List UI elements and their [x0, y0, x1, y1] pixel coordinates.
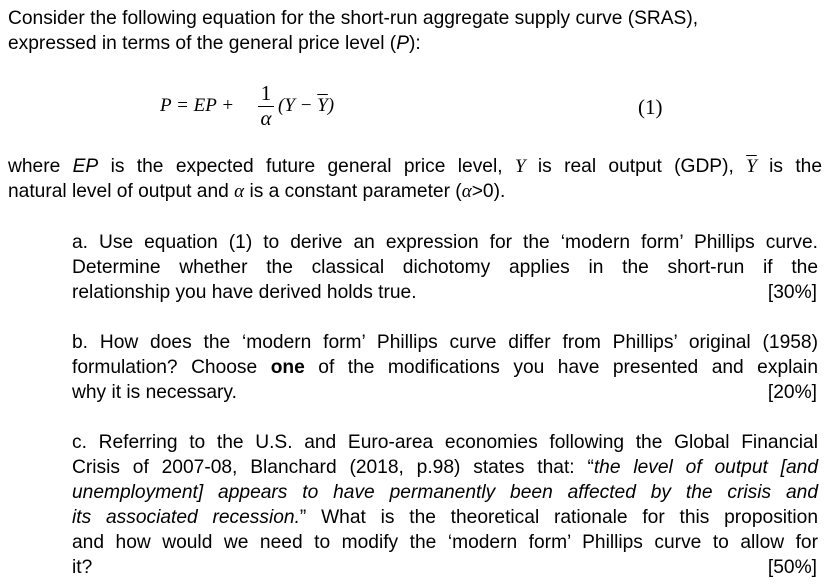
equation-rhs: $(Y - \overline{Y})$	[278, 95, 335, 116]
question-c-line-3: unemployment] appears to have permanently been affected by the crisis and	[72, 482, 818, 503]
question-c-line-5: and how would we need to modify the ‘modern form’ Phillips curve to allow for	[72, 532, 818, 553]
question-c-line-2: Crisis of 2007-08, Blanchard (2018, p.98) states that: “the level of output [and	[72, 457, 819, 478]
question-b-line-2: formulation? Choose one of the modifications you have presented and explain	[72, 357, 818, 378]
fraction-numerator: 1	[260, 81, 272, 105]
question-c-mark: [50%]	[767, 557, 817, 578]
equation-fraction	[258, 82, 274, 129]
question-a-line-1: a. Use equation (1) to derive an expression for the ‘modern form’ Phillips curve.	[72, 232, 818, 253]
question-c-line-4: its associated recession.” What is the theoretical rationale for this proposition	[72, 507, 818, 528]
where-line-2: natural level of output and α is a constant parameter (α>0).	[8, 181, 506, 202]
question-c-line-6: it?	[72, 557, 93, 578]
intro-line-2: expressed in terms of the general price level (P):	[8, 33, 421, 54]
fraction-denominator: α	[260, 106, 272, 130]
equation-number: (1)	[638, 95, 663, 119]
question-b-line-3: why it is necessary.	[72, 382, 237, 403]
question-c-line-1: c. Referring to the U.S. and Euro-area economies following the Global Financial	[72, 432, 818, 453]
equation-lhs: P = EP +	[160, 95, 235, 116]
question-a-line-3: relationship you have derived holds true.	[72, 282, 417, 303]
intro-line-1: Consider the following equation for the short-run aggregate supply curve (SRAS),	[8, 8, 699, 29]
question-b-line-1: b. How does the ‘modern form’ Phillips curve differ from Phillips’ original (1958)	[72, 332, 818, 353]
question-b-mark: [20%]	[767, 382, 817, 403]
question-a-line-2: Determine whether the classical dichotomy applies in the short-run if the	[72, 257, 818, 278]
where-line-1: where EP is the expected future general price level, Y is real output (GDP), $\overline{Y}$ is the	[8, 156, 823, 177]
question-a-mark: [30%]	[767, 282, 817, 303]
